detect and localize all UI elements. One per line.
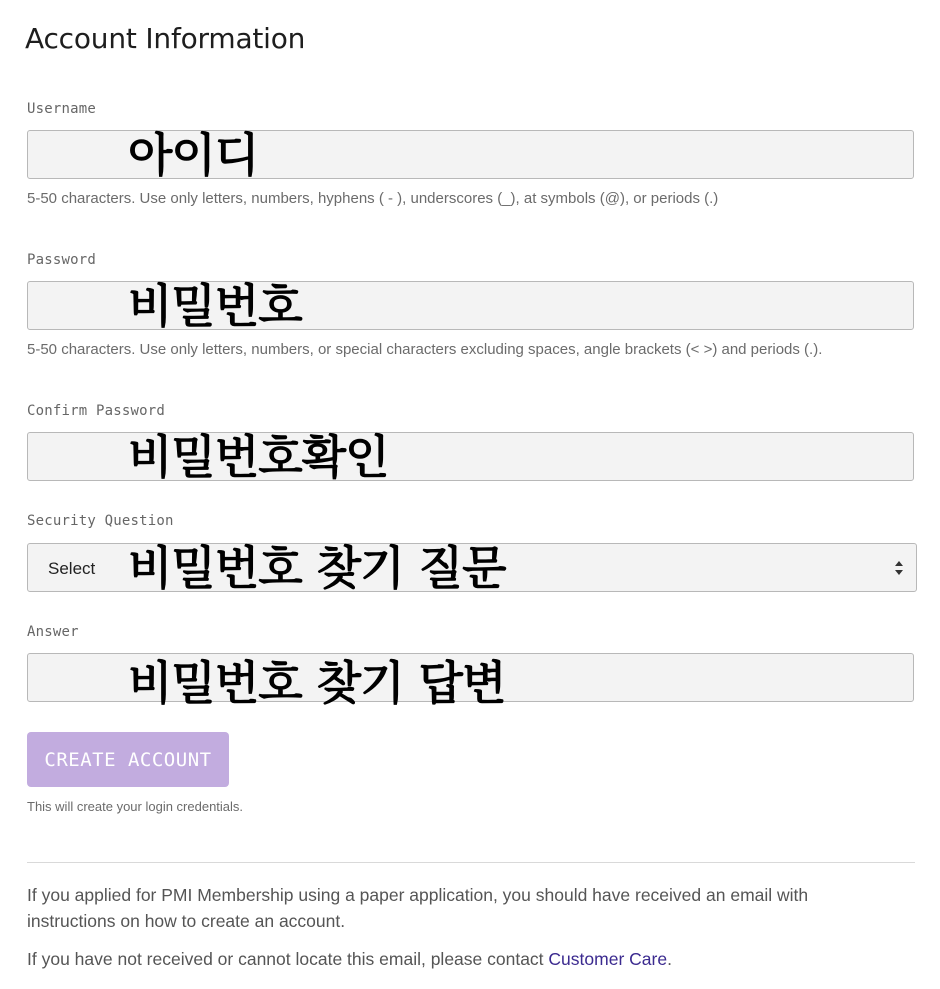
answer-input[interactable]: [28, 654, 913, 701]
create-account-note: This will create your login credentials.: [27, 799, 244, 814]
contact-info-suffix: .: [667, 949, 672, 969]
security-question-selected: Select: [48, 559, 96, 578]
contact-info: [27, 946, 887, 972]
password-overlay-text: 비밀번호: [128, 279, 302, 333]
security-question-overlay-text: 비밀번호 찾기 질문: [128, 541, 506, 595]
divider: [27, 862, 915, 863]
username-field[interactable]: [27, 128, 914, 182]
password-label: Password: [27, 252, 97, 268]
username-hint: 5-50 characters. Use only letters, numbers, hyphens ( - ), underscores (_), at symbols (@), or periods (.): [27, 190, 719, 207]
password-hint: 5-50 characters. Use only letters, numbers, or special characters excluding spaces, angle brackets (< >) and periods (.).: [27, 341, 823, 358]
answer-overlay-text: 비밀번호 찾기 답변: [128, 656, 506, 710]
updown-chevron-icon: [894, 558, 904, 578]
password-input[interactable]: [28, 279, 913, 333]
security-question-label: Security Question: [27, 513, 174, 529]
confirm-password-overlay-text: 비밀번호확인: [128, 430, 389, 484]
paper-application-info: If you applied for PMI Membership using a paper application, you should have received an email with instructions on how to create an account.: [27, 885, 809, 931]
customer-care-link[interactable]: Customer Care: [548, 949, 668, 969]
answer-field[interactable]: [27, 653, 914, 702]
page-title: Account Information: [25, 22, 306, 55]
username-label: Username: [27, 101, 97, 117]
answer-label: Answer: [27, 624, 79, 640]
confirm-password-label: Confirm Password: [27, 403, 166, 419]
contact-info-prefix: If you have not received or cannot locate this email, please contact: [27, 949, 549, 969]
confirm-password-field[interactable]: [27, 430, 914, 484]
username-overlay-text: 아이디: [128, 128, 259, 182]
password-field[interactable]: [27, 279, 914, 333]
confirm-password-input[interactable]: [28, 430, 913, 484]
create-account-button[interactable]: CREATE ACCOUNT: [27, 732, 229, 787]
security-question-select[interactable]: [27, 541, 917, 595]
username-input[interactable]: [28, 128, 913, 182]
